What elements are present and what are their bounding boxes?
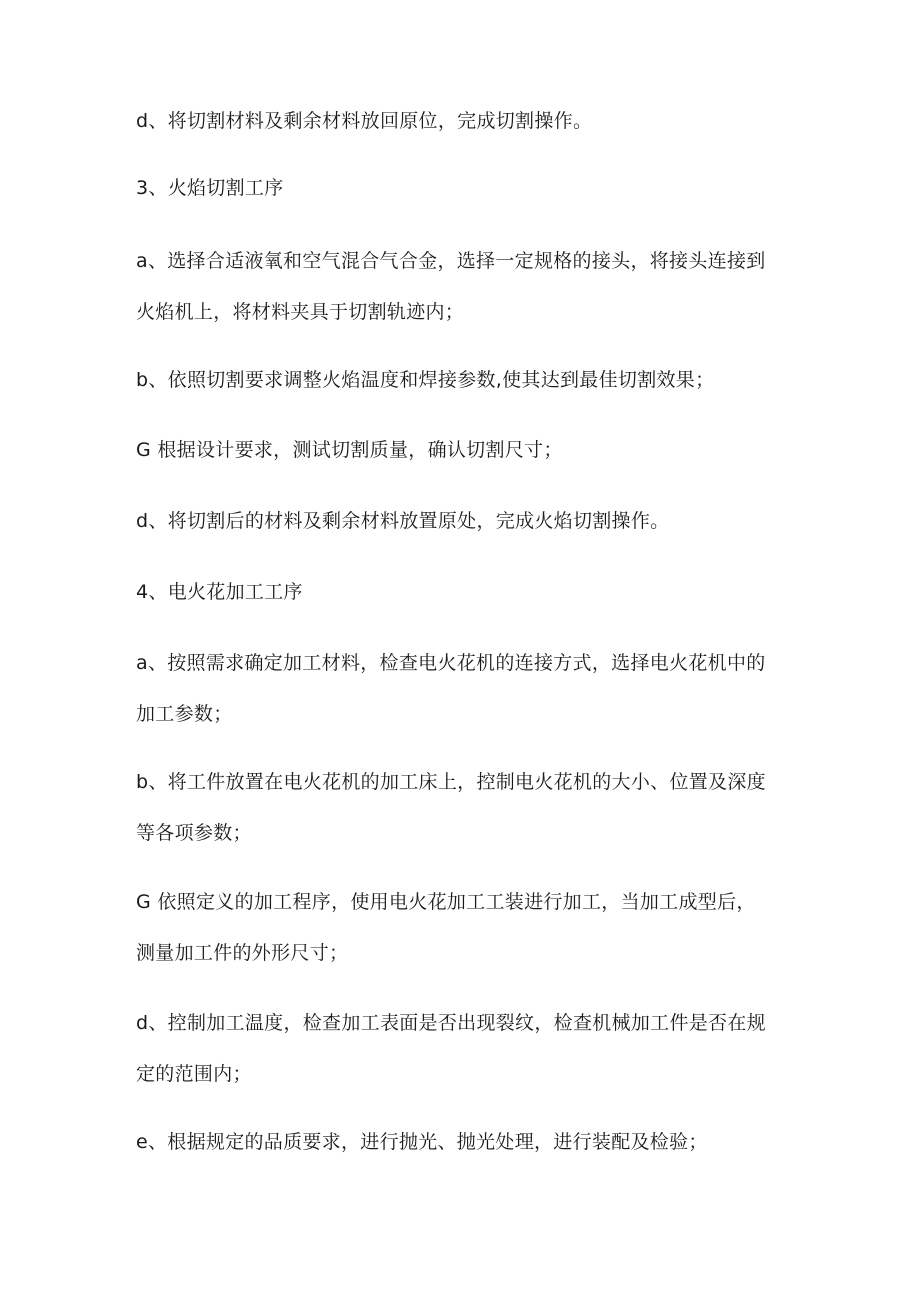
paragraph-cutting-step-d — [136, 96, 796, 147]
paragraph-flame-step-c — [136, 425, 796, 476]
paragraph-line: 等各项参数； — [136, 822, 252, 844]
paragraph-line: 火焰机上，将材料夹具于切割轨迹内； — [136, 301, 465, 323]
paragraph-line: d、将切割后的材料及剩余材料放置原处，完成火焰切割操作。 — [136, 510, 670, 532]
paragraph-line: 3、火焰切割工序 — [136, 177, 284, 199]
paragraph-edm-step-b — [136, 757, 796, 859]
paragraph-line: G 依照定义的加工程序，使用电火花加工工装进行加工，当加工成型后， — [136, 891, 756, 913]
paragraph-line: 定的范围内； — [136, 1063, 252, 1085]
paragraph-line: a、按照需求确定加工材料，检查电火花机的连接方式，选择电火花机中的 — [136, 652, 766, 674]
paragraph-edm-step-e — [136, 1117, 796, 1168]
paragraph-line: d、将切割材料及剩余材料放回原位，完成切割操作。 — [136, 110, 593, 132]
section-heading-flame-cutting — [136, 163, 796, 214]
paragraph-edm-step-c — [136, 877, 796, 979]
paragraph-line: G 根据设计要求，测试切割质量，确认切割尺寸； — [136, 439, 563, 461]
paragraph-line: 测量加工件的外形尺寸； — [136, 942, 349, 964]
paragraph-flame-step-d — [136, 496, 796, 547]
paragraph-edm-step-a — [136, 638, 796, 740]
section-heading-edm — [136, 567, 796, 618]
paragraph-line: b、将工件放置在电火花机的加工床上，控制电火花机的大小、位置及深度 — [136, 771, 766, 793]
paragraph-line: b、依照切割要求调整火焰温度和焊接参数,使其达到最佳切割效果； — [136, 369, 715, 391]
paragraph-line: 4、电火花加工工序 — [136, 581, 303, 603]
paragraph-line: d、控制加工温度，检查加工表面是否出现裂纹，检查机械加工件是否在规 — [136, 1012, 766, 1034]
paragraph-line: e、根据规定的品质要求，进行抛光、抛光处理，进行装配及检验； — [136, 1131, 708, 1153]
paragraph-line: 加工参数； — [136, 703, 233, 725]
paragraph-line: a、选择合适液氧和空气混合气合金，选择一定规格的接头，将接头连接到 — [136, 250, 766, 272]
paragraph-edm-step-d — [136, 998, 796, 1100]
paragraph-flame-step-a — [136, 236, 796, 338]
paragraph-flame-step-b — [136, 355, 796, 406]
